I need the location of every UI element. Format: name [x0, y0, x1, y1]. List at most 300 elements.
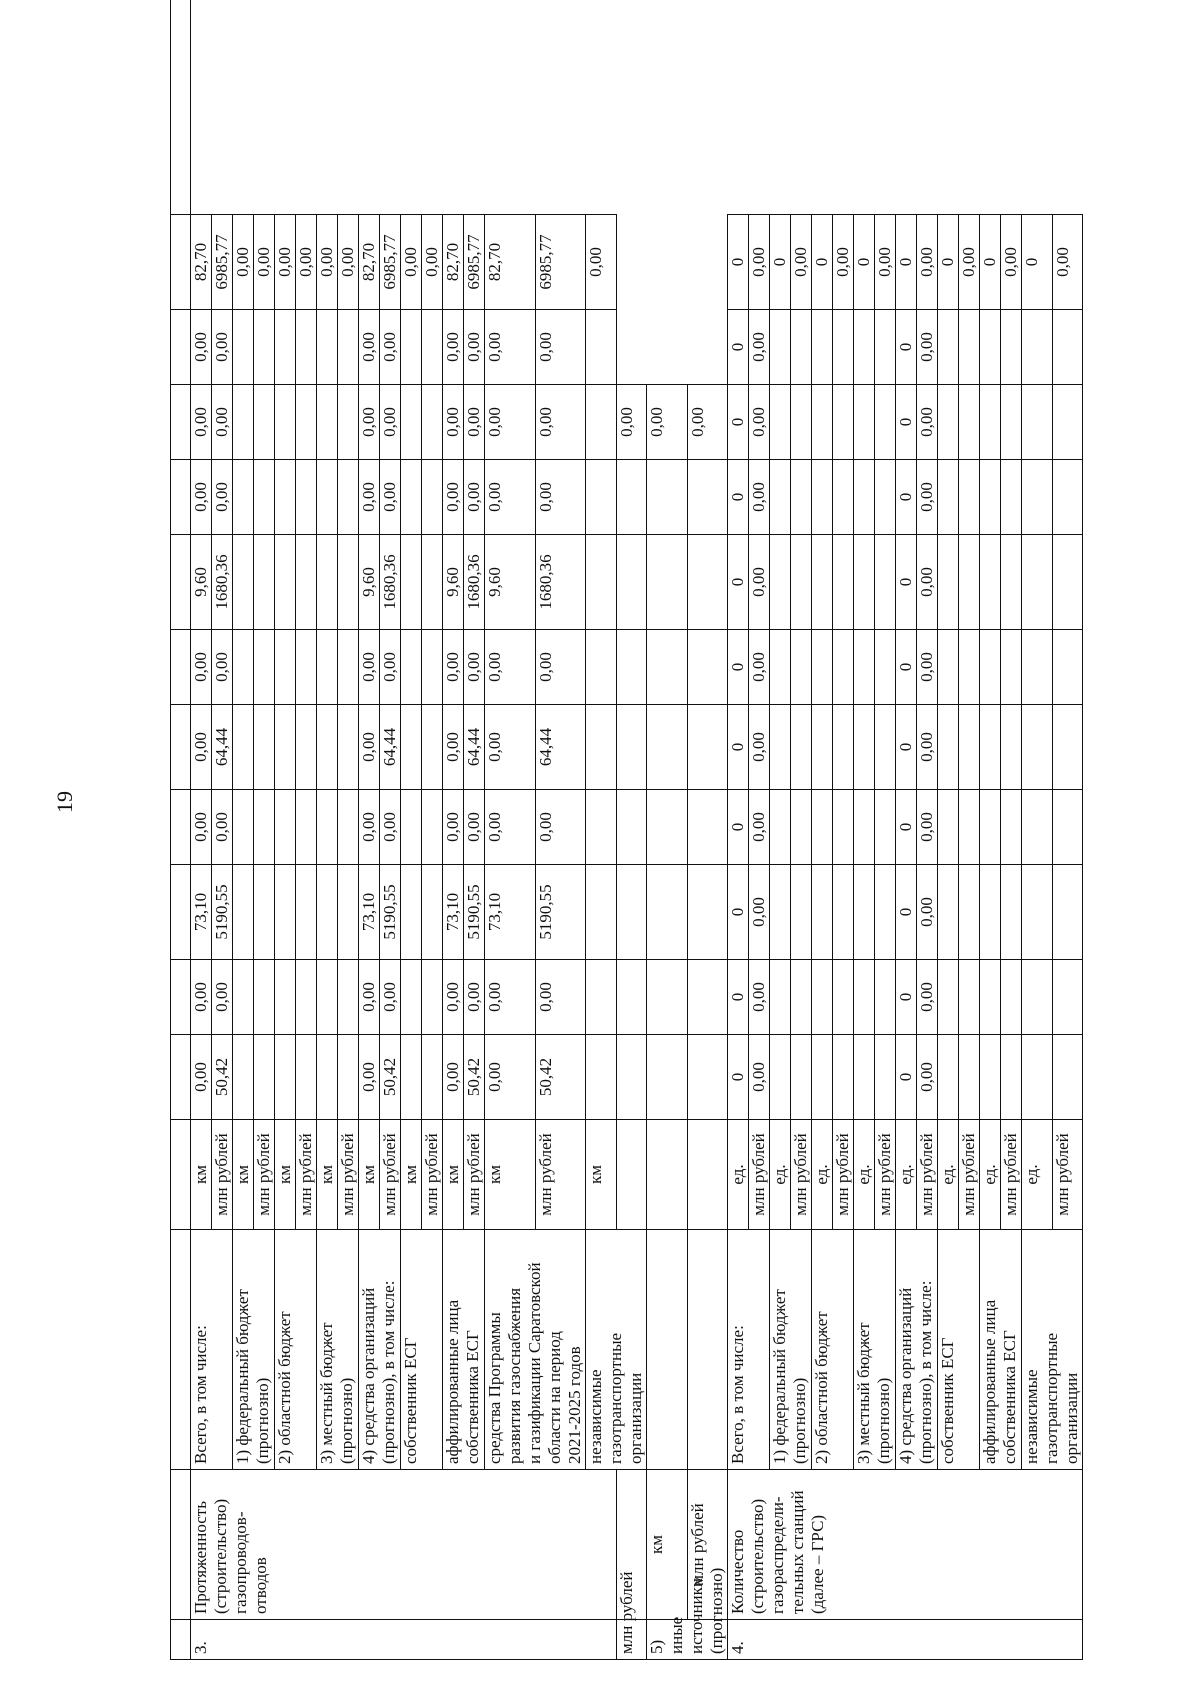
value-cell: 0,00	[917, 535, 938, 630]
value-cell: 0,00	[616, 385, 647, 460]
value-cell	[770, 630, 791, 705]
unit-cell: км	[443, 1120, 464, 1230]
value-cell	[338, 630, 359, 705]
value-cell	[875, 385, 896, 460]
unit-cell: млн рублей	[296, 1120, 317, 1230]
value-cell	[980, 865, 1001, 960]
value-cell: 0	[770, 215, 791, 310]
value-cell	[833, 460, 854, 535]
value-cell	[854, 385, 875, 460]
value-cell: 0,00	[875, 215, 896, 310]
value-cell	[791, 865, 812, 960]
value-cell	[616, 865, 647, 960]
value-cell	[296, 1035, 317, 1120]
value-cell	[254, 960, 275, 1035]
value-cell: 0,00	[749, 385, 770, 460]
indicator-name-cell: Количество (строительство) газораспредели- тельных станций (далее – ГРС)	[728, 1470, 1083, 1620]
value-cell	[959, 1035, 980, 1120]
value-cell	[959, 535, 980, 630]
value-cell: 0,00	[212, 790, 233, 865]
blank-cell	[171, 630, 191, 705]
value-cell	[854, 1035, 875, 1120]
value-cell: 0,00	[749, 535, 770, 630]
value-cell: 0,00	[359, 1035, 380, 1120]
value-cell	[1052, 865, 1083, 960]
blank-cell	[171, 790, 191, 865]
value-cell: 0,00	[212, 630, 233, 705]
table-body	[171, 0, 1083, 1660]
value-cell	[647, 535, 688, 630]
value-cell	[1001, 460, 1022, 535]
value-cell: 0,00	[212, 385, 233, 460]
value-cell	[1052, 535, 1083, 630]
value-cell	[422, 960, 443, 1035]
value-cell: 0,00	[191, 960, 212, 1035]
value-cell	[422, 865, 443, 960]
value-cell: 0,00	[749, 460, 770, 535]
rotated-table-container	[170, 30, 1081, 1660]
value-cell: 0,00	[917, 865, 938, 960]
row-number-cell: 3.	[191, 1620, 617, 1660]
value-cell	[296, 460, 317, 535]
value-cell	[854, 790, 875, 865]
value-cell: 0,00	[212, 960, 233, 1035]
unit-cell: км	[191, 1120, 212, 1230]
value-cell: 0,00	[749, 705, 770, 790]
value-cell: 6985,77	[380, 215, 401, 310]
unit-cell: ед.	[896, 1120, 917, 1230]
value-cell: 0,00	[359, 960, 380, 1035]
value-cell	[586, 630, 617, 705]
value-cell: 0,00	[359, 385, 380, 460]
value-cell	[980, 630, 1001, 705]
value-cell	[687, 630, 728, 705]
value-cell	[616, 705, 647, 790]
value-cell: 0,00	[485, 385, 536, 460]
value-cell	[854, 310, 875, 385]
value-cell	[275, 1035, 296, 1120]
table-top-blank-row	[171, 0, 191, 1660]
value-cell: 0,00	[791, 215, 812, 310]
value-cell: 0,00	[359, 705, 380, 790]
funding-source-cell: Всего, в том числе:	[728, 1230, 770, 1470]
value-cell	[586, 790, 617, 865]
value-cell	[833, 705, 854, 790]
unit-cell: ед.	[812, 1120, 833, 1230]
value-cell	[233, 865, 254, 960]
value-cell: 0	[728, 790, 749, 865]
value-cell: 0	[896, 460, 917, 535]
value-cell: 0,00	[464, 790, 485, 865]
table-row	[485, 0, 536, 1660]
row-number-cell: 4.	[728, 1620, 1083, 1660]
value-cell	[1022, 705, 1053, 790]
value-cell	[422, 790, 443, 865]
value-cell	[647, 1120, 688, 1230]
value-cell: 0,00	[647, 385, 688, 460]
unit-cell: км	[317, 1120, 338, 1230]
value-cell: 0,00	[359, 630, 380, 705]
value-cell: 9,60	[191, 535, 212, 630]
value-cell	[1052, 630, 1083, 705]
blank-cell	[171, 865, 191, 960]
value-cell: 0,00	[254, 215, 275, 310]
value-cell	[647, 790, 688, 865]
value-cell: 0,00	[687, 385, 728, 460]
value-cell	[770, 960, 791, 1035]
value-cell	[1052, 460, 1083, 535]
value-cell	[687, 865, 728, 960]
value-cell	[401, 310, 422, 385]
value-cell: 0	[896, 960, 917, 1035]
table-row	[443, 0, 464, 1660]
value-cell	[687, 1230, 728, 1470]
value-cell	[833, 535, 854, 630]
unit-cell: млн рублей	[338, 1120, 359, 1230]
value-cell: 0,00	[443, 460, 464, 535]
value-cell	[980, 1035, 1001, 1120]
value-cell: 1680,36	[380, 535, 401, 630]
value-cell: 0,00	[1001, 215, 1022, 310]
blank-cell	[171, 215, 191, 310]
value-cell	[317, 630, 338, 705]
value-cell: 0,00	[191, 630, 212, 705]
value-cell: 0,00	[917, 1035, 938, 1120]
value-cell	[1001, 960, 1022, 1035]
value-cell	[254, 385, 275, 460]
funding-source-cell: 4) средства организаций (прогнозно), в том числе:	[896, 1230, 938, 1470]
value-cell	[422, 310, 443, 385]
unit-cell: млн рублей	[254, 1120, 275, 1230]
value-cell	[317, 790, 338, 865]
value-cell: 0,00	[443, 1035, 464, 1120]
value-cell	[338, 385, 359, 460]
value-cell	[687, 1120, 728, 1230]
value-cell: 0,00	[191, 790, 212, 865]
value-cell: 0,00	[443, 790, 464, 865]
funding-source-cell: 2) областной бюджет	[812, 1230, 854, 1470]
value-cell	[1022, 630, 1053, 705]
value-cell	[254, 630, 275, 705]
funding-source-cell: 1) федеральный бюджет (прогнозно)	[770, 1230, 812, 1470]
value-cell: 5190,55	[212, 865, 233, 960]
value-cell: 0,00	[464, 310, 485, 385]
value-cell: 0,00	[959, 215, 980, 310]
unit-cell: км	[586, 1120, 617, 1230]
value-cell	[938, 1035, 959, 1120]
value-cell: 73,10	[191, 865, 212, 960]
value-cell	[647, 1230, 688, 1470]
value-cell	[338, 1035, 359, 1120]
value-cell	[959, 960, 980, 1035]
value-cell: 0,00	[917, 790, 938, 865]
value-cell: 50,42	[380, 1035, 401, 1120]
value-cell: 0	[728, 705, 749, 790]
value-cell: 0,00	[212, 310, 233, 385]
value-cell	[647, 630, 688, 705]
value-cell	[233, 310, 254, 385]
value-cell: 0,00	[212, 460, 233, 535]
value-cell	[647, 865, 688, 960]
value-cell: 50,42	[212, 1035, 233, 1120]
value-cell	[791, 1035, 812, 1120]
value-cell: 0	[728, 310, 749, 385]
funding-source-cell: 1) федеральный бюджет (прогнозно)	[233, 1230, 275, 1470]
value-cell	[687, 1035, 728, 1120]
value-cell	[233, 705, 254, 790]
value-cell: 0,00	[485, 630, 536, 705]
value-cell: 0,00	[191, 705, 212, 790]
value-cell	[317, 310, 338, 385]
value-cell	[1001, 310, 1022, 385]
value-cell: 0,00	[917, 705, 938, 790]
value-cell	[938, 630, 959, 705]
value-cell	[586, 1035, 617, 1120]
value-cell: 0,00	[296, 215, 317, 310]
value-cell: 0	[896, 865, 917, 960]
value-cell: 6985,77	[464, 215, 485, 310]
value-cell	[1001, 705, 1022, 790]
value-cell: 0	[812, 215, 833, 310]
value-cell: 0,00	[535, 790, 586, 865]
unit-cell: млн рублей	[917, 1120, 938, 1230]
value-cell	[401, 960, 422, 1035]
value-cell	[687, 705, 728, 790]
unit-cell: млн рублей	[959, 1120, 980, 1230]
value-cell: 82,70	[443, 215, 464, 310]
table-row	[401, 0, 422, 1660]
unit-cell: млн рублей	[535, 1120, 586, 1230]
value-cell	[833, 960, 854, 1035]
value-cell	[275, 535, 296, 630]
unit-cell: млн рублей	[875, 1120, 896, 1230]
unit-cell: км	[647, 1470, 688, 1620]
value-cell	[959, 385, 980, 460]
table-row	[275, 0, 296, 1660]
table-row	[586, 0, 617, 1660]
value-cell: 0,00	[443, 705, 464, 790]
value-cell	[586, 705, 617, 790]
value-cell: 0,00	[380, 460, 401, 535]
value-cell	[616, 630, 647, 705]
value-cell	[586, 460, 617, 535]
value-cell	[812, 535, 833, 630]
value-cell	[254, 535, 275, 630]
value-cell	[770, 310, 791, 385]
value-cell: 82,70	[359, 215, 380, 310]
table-row	[1022, 0, 1053, 1660]
value-cell	[1022, 460, 1053, 535]
value-cell	[1052, 385, 1083, 460]
value-cell	[275, 705, 296, 790]
funding-source-cell: 3) местный бюджет (прогнозно)	[317, 1230, 359, 1470]
table-row	[317, 0, 338, 1660]
value-cell	[1022, 790, 1053, 865]
value-cell	[401, 385, 422, 460]
value-cell	[338, 535, 359, 630]
value-cell	[1052, 310, 1083, 385]
value-cell	[1001, 630, 1022, 705]
value-cell: 0	[728, 630, 749, 705]
value-cell	[791, 630, 812, 705]
value-cell	[770, 865, 791, 960]
value-cell: 0,00	[917, 960, 938, 1035]
value-cell	[791, 460, 812, 535]
value-cell	[401, 460, 422, 535]
value-cell	[875, 705, 896, 790]
value-cell: 0,00	[380, 310, 401, 385]
blank-cell	[171, 1620, 191, 1660]
blank-cell	[171, 1120, 191, 1230]
value-cell	[616, 1035, 647, 1120]
value-cell	[317, 460, 338, 535]
value-cell	[959, 310, 980, 385]
funding-source-cell: средства Программы развития газоснабжения и газификации Саратовской области на период 2021-2025 годов	[485, 1230, 586, 1470]
value-cell: 64,44	[535, 705, 586, 790]
unit-cell: км	[401, 1120, 422, 1230]
value-cell	[586, 310, 617, 385]
value-cell: 0	[854, 215, 875, 310]
value-cell	[1022, 865, 1053, 960]
value-cell: 50,42	[535, 1035, 586, 1120]
value-cell	[254, 705, 275, 790]
value-cell: 64,44	[380, 705, 401, 790]
value-cell	[254, 865, 275, 960]
value-cell: 0,00	[485, 310, 536, 385]
value-cell: 1680,36	[535, 535, 586, 630]
value-cell: 0	[728, 865, 749, 960]
value-cell	[959, 790, 980, 865]
value-cell	[770, 705, 791, 790]
unit-cell: ед.	[980, 1120, 1001, 1230]
value-cell	[401, 705, 422, 790]
value-cell: 9,60	[485, 535, 536, 630]
value-cell: 0,00	[485, 1035, 536, 1120]
value-cell	[422, 460, 443, 535]
funding-source-cell: независимые газотранспортные организации	[586, 1230, 647, 1470]
unit-cell: км	[359, 1120, 380, 1230]
value-cell	[647, 460, 688, 535]
value-cell	[1022, 960, 1053, 1035]
value-cell	[317, 960, 338, 1035]
value-cell: 0,00	[443, 630, 464, 705]
value-cell	[616, 1120, 647, 1230]
blank-cell	[171, 1470, 191, 1620]
value-cell	[875, 790, 896, 865]
value-cell	[647, 705, 688, 790]
value-cell	[296, 865, 317, 960]
unit-cell: млн рублей	[833, 1120, 854, 1230]
value-cell	[687, 535, 728, 630]
value-cell	[1022, 535, 1053, 630]
table-row	[233, 0, 254, 1660]
value-cell	[1052, 1035, 1083, 1120]
unit-cell: км	[233, 1120, 254, 1230]
value-cell	[275, 385, 296, 460]
value-cell	[317, 385, 338, 460]
unit-cell: млн рублей	[422, 1120, 443, 1230]
value-cell: 0	[728, 1035, 749, 1120]
value-cell	[959, 630, 980, 705]
value-cell	[770, 385, 791, 460]
value-cell: 0,00	[380, 790, 401, 865]
value-cell	[980, 310, 1001, 385]
funding-source-cell: аффилированные лица собственника ЕСГ	[443, 1230, 485, 1470]
value-cell	[938, 705, 959, 790]
value-cell: 0,00	[749, 790, 770, 865]
value-cell	[422, 385, 443, 460]
value-cell	[791, 535, 812, 630]
value-cell: 0,00	[380, 960, 401, 1035]
value-cell: 0,00	[464, 385, 485, 460]
value-cell	[833, 630, 854, 705]
value-cell	[812, 460, 833, 535]
value-cell: 0,00	[749, 865, 770, 960]
value-cell	[401, 1035, 422, 1120]
value-cell	[812, 790, 833, 865]
unit-cell: млн рублей	[464, 1120, 485, 1230]
value-cell	[833, 790, 854, 865]
value-cell	[980, 535, 1001, 630]
value-cell: 50,42	[464, 1035, 485, 1120]
value-cell	[1022, 310, 1053, 385]
value-cell: 0,00	[191, 460, 212, 535]
value-cell	[586, 385, 617, 460]
value-cell	[296, 705, 317, 790]
value-cell	[833, 1035, 854, 1120]
value-cell: 0,00	[749, 960, 770, 1035]
value-cell	[338, 460, 359, 535]
table-row	[770, 0, 791, 1660]
value-cell: 0,00	[535, 385, 586, 460]
value-cell	[854, 865, 875, 960]
value-cell: 0,00	[443, 310, 464, 385]
value-cell	[233, 535, 254, 630]
value-cell: 1680,36	[464, 535, 485, 630]
value-cell	[296, 630, 317, 705]
table-row	[854, 0, 875, 1660]
table-row	[728, 0, 749, 1660]
value-cell: 73,10	[485, 865, 536, 960]
funding-source-cell: собственник ЕСГ	[938, 1230, 980, 1470]
value-cell	[812, 705, 833, 790]
value-cell	[980, 460, 1001, 535]
unit-cell: ед.	[854, 1120, 875, 1230]
value-cell	[616, 960, 647, 1035]
value-cell	[791, 790, 812, 865]
value-cell: 0	[728, 215, 749, 310]
blank-cell	[171, 0, 191, 215]
value-cell	[833, 310, 854, 385]
value-cell: 0,00	[464, 460, 485, 535]
blank-cell	[171, 960, 191, 1035]
table-row	[687, 0, 728, 1660]
value-cell: 0,00	[535, 310, 586, 385]
value-cell: 0,00	[917, 460, 938, 535]
value-cell: 0,00	[917, 310, 938, 385]
value-cell	[980, 790, 1001, 865]
unit-cell: млн рублей	[212, 1120, 233, 1230]
value-cell: 0,00	[464, 960, 485, 1035]
value-cell	[791, 385, 812, 460]
value-cell	[422, 1035, 443, 1120]
value-cell	[770, 790, 791, 865]
value-cell: 0,00	[359, 460, 380, 535]
value-cell	[812, 310, 833, 385]
value-cell	[296, 310, 317, 385]
value-cell: 6985,77	[212, 215, 233, 310]
value-cell	[586, 535, 617, 630]
